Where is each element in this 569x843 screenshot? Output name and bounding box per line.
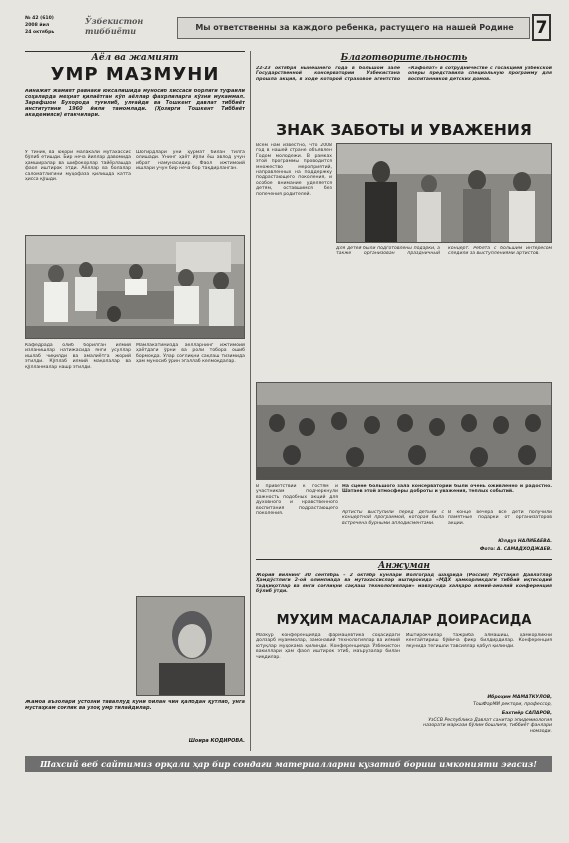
right-article-photo-2 [256, 382, 552, 480]
audience-photo-image [257, 383, 552, 480]
left-article-headline: УМР МАЗМУНИ [50, 64, 220, 85]
left-article-author: Шоира КОДИРОВА. [188, 738, 245, 744]
bottom-article-signature-2-name: Бахтиёр САПАРОВ, [501, 711, 552, 716]
right-article-author: Юлдуз НАЛИБАЕВА. [498, 539, 552, 544]
masthead-slogan: Мы ответственны за каждого ребенка, растущего на нашей Родине [195, 23, 514, 32]
right-article-caption-1: На сцене большого зала консерватории были очень оживленно и радостно. Шатаев этой атмосферы доброты и уважения, теплых событий. [342, 484, 552, 495]
bottom-article-headline: МУҲИМ МАСАЛАЛАР ДОИРАСИДА [276, 613, 532, 628]
left-article-photo [25, 235, 245, 339]
issue-year: 2008 йил [25, 23, 50, 28]
bottom-article-signature-1-name: Иброҳим МАМАТКУЛОВ, [487, 695, 552, 700]
right-article-headline: ЗНАК ЗАБОТЫ И УВАЖЕНИЯ [276, 121, 532, 139]
left-article-body-1: У тиниқ ва юқори малакали мутахассис бўлиб етишди. Бир неча йиллар давомида ҳамширалар ва шифокорлар тайёрлашда фаол иштирок этди. Аёллар ва болалар саломатлигини муҳофаза қилишда катта ҳисса қўшди. [25, 150, 131, 183]
footer-banner [25, 756, 552, 772]
right-article-body-left: Всем нам известно, что 2008 год в нашей стране объявлен Годом молодежи. В рамках этой программы проводится множество мероприятий, направленных на поддержку подрастающего поколения, и особое внимание уделяется детям, оставшимся без попечения родителей. [256, 143, 332, 197]
right-article-body-end: В конце вечера все дети получили памятные подарки от организаторов акции. [448, 510, 552, 526]
right-article-photo-credit: Фото: А. САМАДХОДЖАЕВ. [479, 547, 552, 552]
page-number: 7 [532, 14, 551, 41]
bottom-article-lead: Жорий йилнинг 30 сентябрь – 2 октябр кунлари Волгоград шаҳрида (Россия) Мустақил Давлатлар Ҳамдўстлиги 2-ой олимпиада ва мутахассислар иштирокида «МДХ ҳамкорликдаги тиббий иқтисодий тадқиқотлар ва янги соғлиқни сақлаш технологиялари» мавзусида халқаро илмий-амалий конференция бўлиб ўтди. [256, 573, 552, 595]
bottom-article-signature-1-title: ТошФарМИ ректори, профессор, [473, 702, 552, 707]
bottom-article-body-right: Иштирокчилар тажриба алмашиш, ҳамкорликни кенгайтириш бўйича фикр билдирдилар. Конференция якунида тегишли тавсиялар қабул қилинди. [406, 633, 552, 649]
portrait-photo-image [137, 597, 245, 696]
column-divider-left [250, 51, 251, 751]
left-article-portrait-photo [136, 596, 245, 696]
left-article-rubric: Аёл ва жамият [91, 53, 179, 63]
right-article-intro: 22-23 октября нынешнего года в большом зале Государственной консерватории Узбекистана прошла акция, в ходе которой страховое агентство «Кафолат» в сотрудничестве с госакцией узбекской оперы представила специальную программу для воспитанников детских домов. [256, 66, 552, 82]
masthead [25, 14, 551, 48]
left-article-body-4: Мамлакатимизда аёлларнинг ижтимоий ҳаётдаги ўрни ва роли тобора ошиб бормоқда. Улар соғлиқни сақлаш тизимида ҳам муносиб ўрин эгаллаб келмоқдалар. [136, 343, 245, 365]
left-article-top-rule [25, 51, 245, 52]
left-article-lead: Айнажит жамият равнаки юксалишида муносиб хиссаси борлиги туфайли соҳаларда меҳнат қилаётган кўп аёллар фахрлиларга кўзни мукаммал. Зарафшон Бухорода туғилиб, улғайди ва Тошкент давлат тиббиёт институтини 1960 йили тамомлади. (Ҳозирги Тошкент Тиббиёт академияси) етакчилари. [25, 89, 245, 118]
left-article-closing: Жамоа аъзолари устозни таваллуд куни билан чин қалбдан қутлаб, унга мустаҳкам соғлик ва узоқ умр тилайдилар. [25, 700, 245, 711]
bottom-article-body-left: Мазкур конференцияда фармацевтика соҳасидаги долзарб муаммолар, замонавий технологиялар ва илмий ютуқлар муҳокама қилинди. Конференцияда Ўзбекистон вакиллари ҳам фаол иштирок этиб, маърузалар билан чиқдилар. [256, 633, 400, 660]
right-article-photo-1 [336, 143, 552, 243]
issue-date: 24 октябрь [25, 30, 55, 35]
right-article-body-bottom: В приветствии к гостям и участникам подчеркнули важность подобных акций для духовного и нравственного воспитания подрастающего поколения. [256, 484, 338, 517]
issue-number: № 42 (610) [25, 16, 54, 21]
masthead-slogan-box [177, 17, 530, 39]
bottom-article-top-rule [256, 559, 552, 560]
newspaper-logo: Ўзбекистон тиббиёти [85, 16, 144, 36]
bottom-article-signature-2-title: УзССВ Республика Давлат санитар эпидемиология назорати маркази бўлим бошлиғи, тиббиёт фанлари номзоди. [423, 718, 552, 734]
classroom-photo-image [26, 236, 245, 339]
right-article-body-right: Для детей были подготовлены подарки, а также организован праздничный концерт. Ребята с большим интересом следили за выступлениями артистов. [336, 246, 552, 257]
concert-stage-photo-image [337, 144, 552, 243]
footer-text: Шахсий веб сайтимиз орқали ҳар бир сондаги материалларни кузатиб бориш имконияти эгасиз! [40, 759, 537, 769]
left-article-body-3: Кафедрада олиб борилган илмий изланишлар натижасида янги усуллар ишлаб чиқилди ва амалиётга жорий этилди. Кўплаб илмий мақолалар ва қўлланмалар нашр этилди. [25, 343, 131, 370]
right-article-caption-2: Артисты выступили перед детьми с концертной программой, которая была встречена бурными аплодисментами. [342, 510, 444, 526]
bottom-article-rubric: Анжуман [378, 561, 430, 571]
right-article-rubric: Благотворительность [340, 53, 468, 63]
left-article-body-2: Шогирдлари уни ҳурмат билан тилга олишади. Унинг ҳаёт йўли ёш авлод учун ибрат намунасидир. Фаол ижтимоий ишлари учун бир неча бор тақдирланган. [136, 150, 245, 172]
